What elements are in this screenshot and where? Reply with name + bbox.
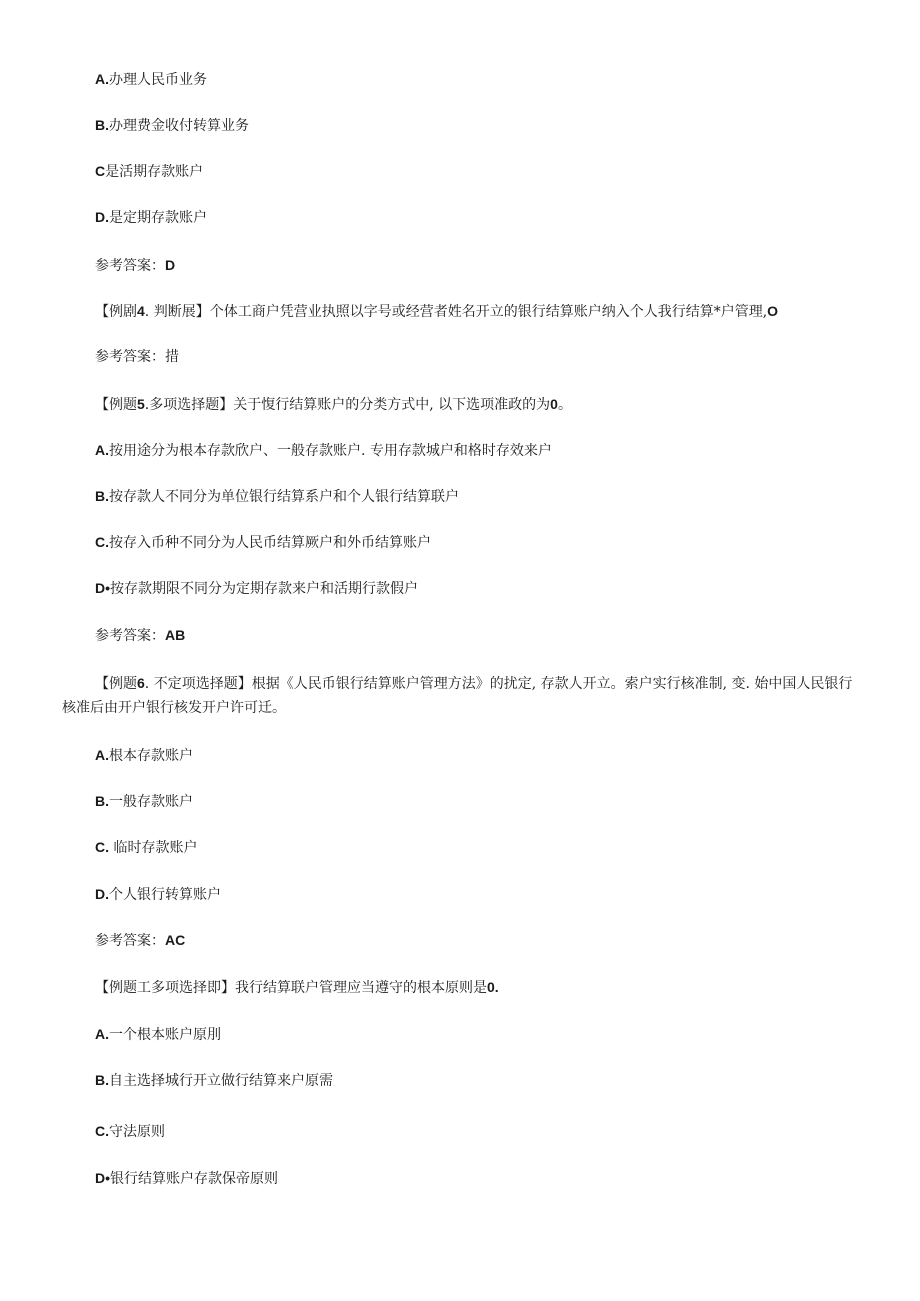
option-c <box>95 1122 165 1141</box>
option-letter: C. <box>95 1123 109 1139</box>
answer-value: D <box>165 257 176 273</box>
option-text: 一般存款账户 <box>109 794 193 810</box>
option-c <box>95 533 431 552</box>
option-a <box>95 70 207 89</box>
option-letter: D• <box>95 580 111 596</box>
answer-line <box>95 256 175 275</box>
option-letter: B. <box>95 117 109 133</box>
option-text: 根本存款账户 <box>109 748 193 764</box>
option-text: 是定期存款账户 <box>109 210 207 226</box>
option-b <box>95 1071 333 1090</box>
answer-value: AC <box>165 932 186 948</box>
option-a <box>95 441 552 460</box>
option-text: 按存款人不同分为单位银行结算系户和个人银行结算联户 <box>109 489 459 505</box>
option-text: 办理费金收付转算业务 <box>109 118 249 134</box>
option-text: 自主选择城行开立做行结算来户原需 <box>109 1073 333 1089</box>
option-text: 按存入币种不同分为人民币结算厥户和外币结算账户 <box>109 535 431 551</box>
question-prefix: 【例题 <box>95 676 137 692</box>
answer-label: 参考答案： <box>95 258 165 274</box>
option-c <box>95 838 197 857</box>
option-letter: A. <box>95 747 109 763</box>
option-letter: B. <box>95 793 109 809</box>
question-blank: 0 <box>550 396 558 412</box>
answer-line <box>95 626 185 645</box>
option-b <box>95 487 459 506</box>
option-letter: B. <box>95 1072 109 1088</box>
question-text: 【例题工多项选择即】我行结算联户管理应当遵守的根本原则是 <box>95 980 487 996</box>
option-text: 个人银行转算账户 <box>109 887 221 903</box>
answer-value: 措 <box>165 349 179 365</box>
option-letter: D. <box>95 209 109 225</box>
answer-label: 参考答案： <box>95 628 165 644</box>
question-5 <box>95 395 572 414</box>
question-7 <box>95 978 499 997</box>
option-b <box>95 792 193 811</box>
option-text: 是活期存款账户 <box>105 164 204 180</box>
option-letter: D. <box>95 886 109 902</box>
option-letter: C <box>95 163 106 179</box>
option-text: 守法原则 <box>109 1124 165 1140</box>
option-letter: D• <box>95 1170 111 1186</box>
option-a <box>95 746 193 765</box>
question-number: 5 <box>137 396 145 412</box>
answer-value: AB <box>165 627 186 643</box>
option-text: 办理人民币业务 <box>109 72 207 88</box>
question-4 <box>95 302 778 321</box>
question-text: . 判断展】个体工商户凭营业执照以字号或经营者姓名开立的银行结算账户纳入个人我行结算*户管理, <box>144 304 768 320</box>
option-d <box>95 579 418 598</box>
option-letter: A. <box>95 442 109 458</box>
option-text: 按用途分为根本存款欣户、一般存款账户. 专用存款城户和格时存效来户 <box>109 443 552 459</box>
option-c <box>95 162 203 181</box>
option-text: 按存款期限不同分为定期存款来户和活期行款假户 <box>110 581 419 597</box>
option-b <box>95 116 249 135</box>
question-prefix: 【例剧 <box>95 304 137 320</box>
question-blank: 0. <box>487 979 499 995</box>
option-text: 一个根本账户原刖 <box>109 1027 221 1043</box>
option-letter: A. <box>95 71 109 87</box>
question-prefix: 【例题 <box>95 397 137 413</box>
option-letter: C. <box>95 534 109 550</box>
option-d <box>95 885 221 904</box>
option-text: 银行结算账户存款保帝原则 <box>110 1171 279 1187</box>
question-text: .多项选择题】关于愎行结算账户的分类方式中, 以下选项准政的为 <box>144 397 551 413</box>
question-number: 6 <box>137 675 145 691</box>
option-a <box>95 1025 221 1044</box>
answer-label: 参考答案： <box>95 349 165 365</box>
answer-label: 参考答案： <box>95 933 165 949</box>
option-letter: A. <box>95 1026 109 1042</box>
option-text: 临时存款账户 <box>109 840 198 856</box>
question-blank: O <box>767 303 779 319</box>
question-6 <box>62 671 862 720</box>
option-letter: B. <box>95 488 109 504</box>
option-d <box>95 208 207 227</box>
question-end: 。 <box>557 397 572 413</box>
question-text: . 不定项选择题】根据《人民币银行结算账户管理方法》的扰定, 存款人开立。索户实行核准制, 变. 始中国人民银行核准后由开户银行核发开户许可迁。 <box>62 676 853 716</box>
option-d <box>95 1169 278 1188</box>
option-letter: C. <box>95 839 109 855</box>
answer-line <box>95 348 179 366</box>
question-number: 4 <box>137 303 145 319</box>
answer-line <box>95 931 185 950</box>
